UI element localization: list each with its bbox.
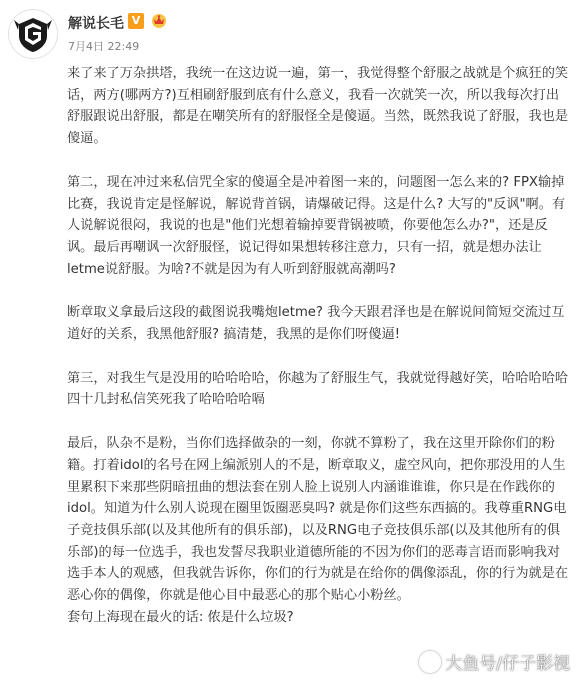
post-timestamp[interactable]: 7月4日 22:49: [68, 40, 140, 53]
post-paragraph: 第二，现在冲过来私信咒全家的傻逼全是冲着图一来的，问题图一怎么来的? FPX输掉比赛，我说肯定是怪解说，解说背首锅，请爆破记得。这是什么? 大写的"反讽"啊。有人说解说很闷，我说的也是"他们光想着输掉要背锅被喷，你要他怎么办?"，还是反讽。最后再嘲讽一次舒服怪，说记得如果想转移注意力，只有一招，就是想办法让letme说舒服。为啥?不就是因为有人听到舒服就高潮吗?: [67, 174, 566, 277]
post-paragraph: 最后，队杂不是粉，当你们选择做杂的一刻，你就不算粉了，我在这里开除你们的粉籍。打着idol的名号在网上编派别人的不是，断章取义，虚空风向，把你那没用的人生里累积下来那些阴暗扭曲的想法套在别人脸上说别人内涵谁谁谁，你只是在作践你的idol。知道为什么别人说现在圈里饭圈恶臭吗? 就是你们这些东西搞的。我尊重RNG电子竞技俱乐部(以及其他所有的俱乐部)，以及RNG电子竞技俱乐部(以及其他所有的俱乐部)的每一位选手，我也发誓尽我职业道德所能的不因为你们的恶毒言语而影响我对选手本人的观感，但我就告诉你，你们的行为就是在给你的偶像添乱，你的行为就是在恶心你的偶像，你就是他心目中最恶心的那个贴心小粉丝。: [67, 436, 569, 604]
watermark-logo-icon: [419, 651, 441, 673]
verified-badge-icon: V: [128, 13, 144, 29]
avatar[interactable]: [8, 9, 58, 59]
crown-icon: [150, 11, 168, 29]
username[interactable]: 解说长毛: [68, 16, 124, 32]
post-paragraph: 第三，对我生气是没用的哈哈哈哈，你越为了舒服生气，我就觉得越好笑，哈哈哈哈哈四十几封私信笑死我了哈哈哈哈嗝: [67, 370, 569, 408]
post-paragraph: 来了来了万杂拱塔，我统一在这边说一遍，第一，我觉得整个舒服之战就是个疯狂的笑话，两方(哪两方?)互相刷舒服到底有什么意义，我看一次就笑一次，所以我每次打出舒服跟说出舒服，都是在嘲笑所有的舒服怪全是傻逼。当然，既然我说了舒服，我也是傻逼。: [67, 66, 569, 147]
post-content: [67, 63, 572, 628]
post-paragraph: 断章取义拿最后这段的截图说我嘴炮letme? 我今天跟君泽也是在解说间简短交流过互道好的关系，我黑他舒服? 搞清楚，我黑的是你们呀傻逼!: [67, 305, 565, 343]
g2-logo-icon: [9, 10, 57, 58]
watermark: [419, 649, 570, 674]
post-paragraph: 套句上海现在最火的话: 侬是什么垃圾?: [67, 609, 294, 625]
watermark-text: 大鱼号/仔子影视: [445, 654, 570, 674]
